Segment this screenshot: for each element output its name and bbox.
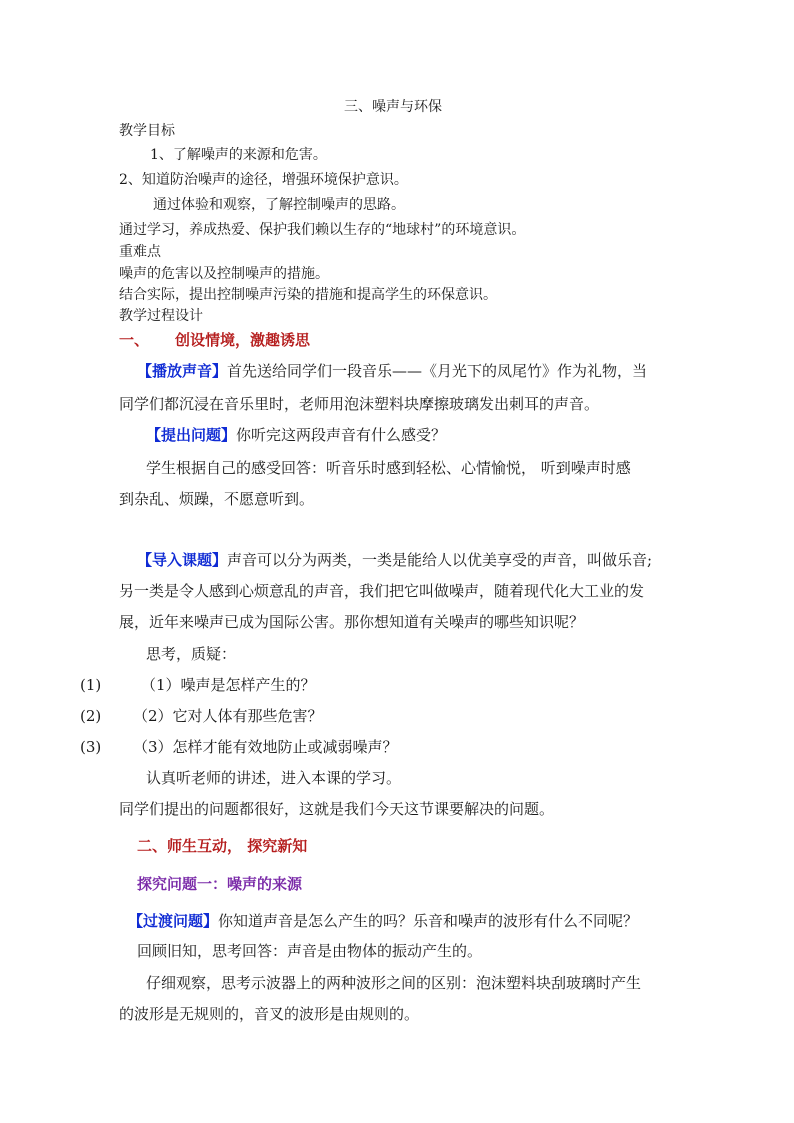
play-sound-text-2: 同学们都沉浸在音乐里时，老师用泡沫塑料块摩擦玻璃发出刺耳的声音。 [119,395,600,413]
listen-text: 认真听老师的讲述，进入本课的学习。 [146,769,402,787]
section-2-heading: 二、师生互动， 探究新知 [137,837,308,855]
goal-4: 通过学习，养成热爱、保护我们赖以生存的“地球村”的环境意识。 [119,222,526,238]
goal-3: 通过体验和观察，了解控制噪声的思路。 [153,197,405,213]
goals-heading: 教学目标 [119,123,175,139]
transition-text: 你知道声音是怎么产生的吗？乐音和噪声的波形有什么不同呢？ [218,912,639,930]
question-3-marker: (3) [80,738,102,756]
question-2-marker: (2) [80,707,102,725]
section-1-heading [119,333,310,348]
observe-text-2: 的波形是无规则的，音叉的波形是由规则的。 [119,1005,420,1023]
question-1: （1）噪声是怎样产生的？ [141,676,316,694]
ask-question-paragraph [146,428,446,443]
section-1-title: 创设情境，激趣诱思 [175,331,311,349]
question-3: （3）怎样才能有效地防止或减弱噪声？ [133,738,398,756]
key-point-1: 噪声的危害以及控制噪声的措施。 [119,266,329,282]
process-heading: 教学过程设计 [119,308,203,324]
play-sound-label: 【播放声音】 [137,362,228,380]
ask-question-text: 你听完这两段声音有什么感受？ [236,426,447,444]
ask-question-label: 【提出问题】 [146,426,237,444]
goal-1: 1、了解噪声的来源和危害。 [150,147,327,163]
key-heading: 重难点 [119,244,161,260]
subsection-1-heading: 探究问题一：噪声的来源 [137,875,303,893]
question-1-marker: (1) [80,676,102,694]
play-sound-text-1: 首先送给同学们一段音乐——《月光下的凤尾竹》作为礼物，当 [227,362,648,380]
play-sound-paragraph-line-1 [137,364,647,379]
doc-title: 三、噪声与环保 [344,99,442,115]
intro-text-2: 另一类是令人感到心烦意乱的声音，我们把它叫做噪声，随着现代化大工业的发 [119,582,645,600]
intro-paragraph-line-1 [137,553,652,568]
transition-label: 【过渡问题】 [128,912,219,930]
good-questions-text: 同学们提出的问题都很好，这就是我们今天这节课要解决的问题。 [119,800,555,818]
answer-text-1: 学生根据自己的感受回答：听音乐时感到轻松、心情愉悦， 听到噪声时感 [146,459,631,477]
intro-text-3: 展，近年来噪声已成为国际公害。那你想知道有关噪声的哪些知识呢？ [119,613,585,631]
transition-paragraph [128,914,638,929]
intro-label: 【导入课题】 [137,551,228,569]
goal-2: 2、知道防治噪声的途径，增强环境保护意识。 [119,172,408,188]
intro-text-1: 声音可以分为两类，一类是能给人以优美享受的声音，叫做乐音; [227,551,653,569]
answer-text-2: 到杂乱、烦躁，不愿意听到。 [119,490,315,508]
think-question-text: 思考，质疑： [146,645,237,663]
question-2: （2）它对人体有那些危害？ [133,707,323,725]
section-1-number: 一、 [119,331,150,349]
review-text: 回顾旧知，思考回答：声音是由物体的振动产生的。 [137,942,483,960]
observe-text-1: 仔细观察，思考示波器上的两种波形之间的区别：泡沫塑料块刮玻璃时产生 [146,974,642,992]
key-point-2: 结合实际，提出控制噪声污染的措施和提高学生的环保意识。 [119,287,497,303]
